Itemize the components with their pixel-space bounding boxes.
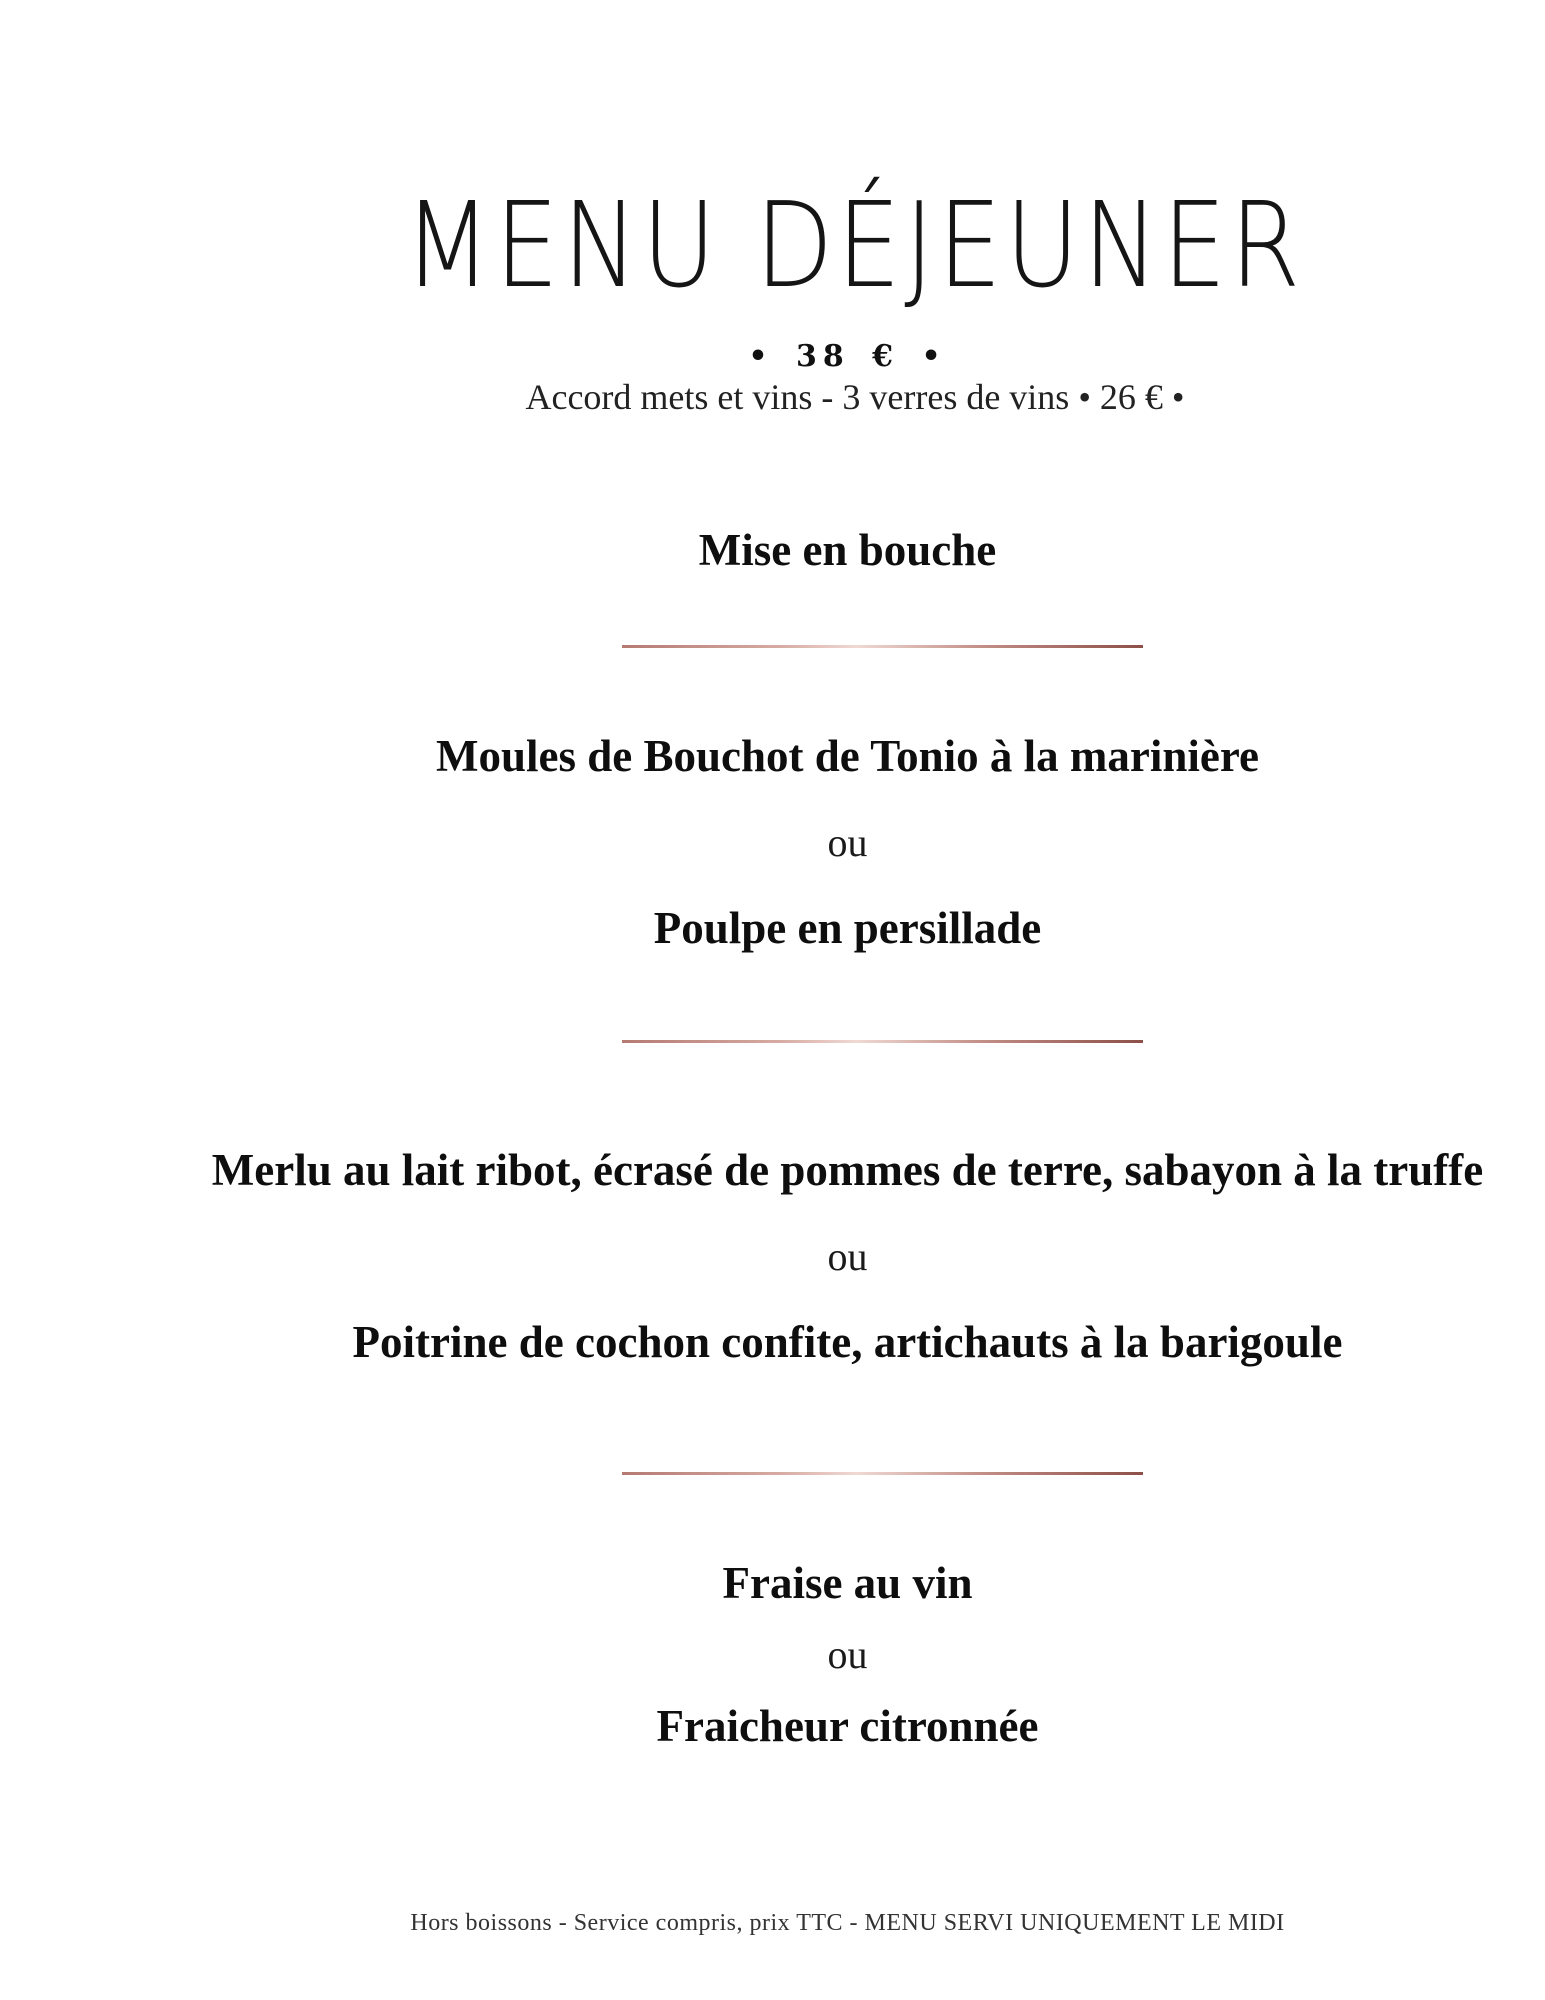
dessert-option-1: Fraise au vin bbox=[722, 1558, 973, 1608]
menu-price: • 38 € • bbox=[748, 339, 947, 374]
section-divider bbox=[622, 1040, 1143, 1043]
menu-title: MENU DÉJEUNER bbox=[403, 176, 1304, 314]
main-option-1: Merlu au lait ribot, écrasé de pommes de terre, sabayon à la truffe bbox=[211, 1145, 1484, 1195]
main-separator: ou bbox=[827, 1234, 868, 1279]
starter-option-2: Poulpe en persillade bbox=[653, 903, 1042, 953]
starter-option-1: Moules de Bouchot de Tonio à la marinière bbox=[436, 731, 1259, 781]
dessert-separator: ou bbox=[827, 1632, 868, 1677]
footer-note: Hors boissons - Service compris, prix TTC - MENU SERVI UNIQUEMENT LE MIDI bbox=[410, 1910, 1285, 1936]
amuse-bouche-dish: Mise en bouche bbox=[698, 525, 997, 575]
wine-pairing-text: Accord mets et vins - 3 verres de vins • 26 € • bbox=[525, 377, 1185, 417]
dessert-option-2: Fraicheur citronnée bbox=[656, 1701, 1039, 1751]
starter-separator: ou bbox=[827, 820, 868, 865]
main-option-2: Poitrine de cochon confite, artichauts à la barigoule bbox=[352, 1317, 1343, 1367]
section-divider bbox=[622, 645, 1143, 648]
section-divider bbox=[622, 1472, 1143, 1475]
